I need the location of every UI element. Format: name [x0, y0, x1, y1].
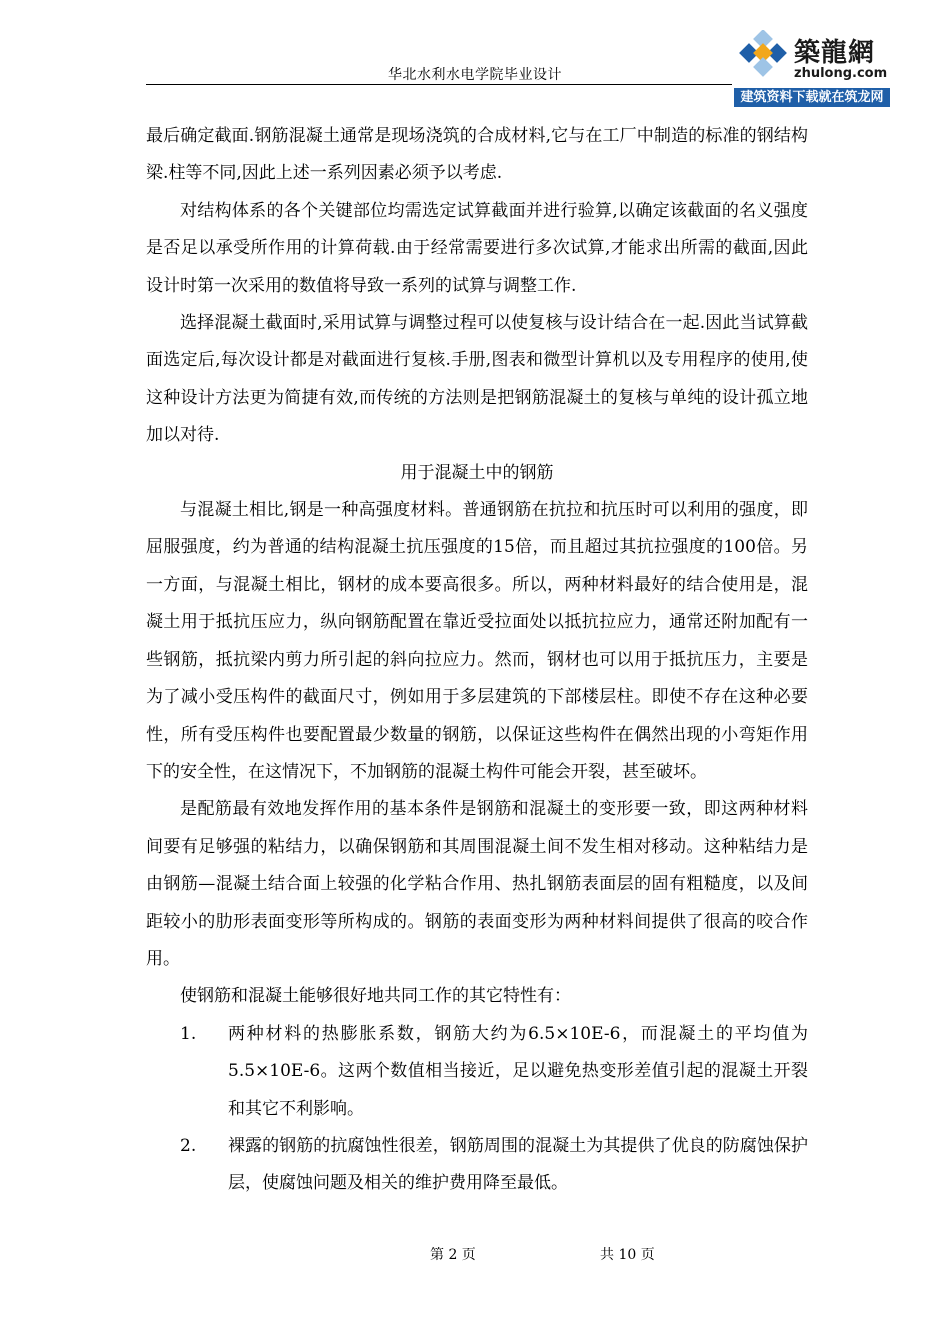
list-item-text: 两种材料的热膨胀系数，钢筋大约为6.5×10E-6，而混凝土的平均值为5.5×10E-6。这两个数值相当接近，足以避免热变形差值引起的混凝土开裂和其它不利影响。: [228, 1023, 808, 1119]
zhulong-diamond-icon: [736, 30, 792, 86]
paragraph: 对结构体系的各个关键部位均需选定试算截面并进行验算,以确定该截面的名义强度是否足以承受所作用的计算荷载.由于经常需要进行多次试算,才能求出所需的截面,因此设计时第一次采用的数值将导致一系列的试算与调整工作.: [146, 200, 808, 296]
document-body: [146, 118, 808, 1203]
paragraph: 最后确定截面.钢筋混凝土通常是现场浇筑的合成材料,它与在工厂中制造的标准的钢结构梁.柱等不同,因此上述一系列因素必须予以考虑.: [146, 126, 808, 184]
list-item-number: 1.: [180, 1023, 197, 1044]
list-item: [146, 1128, 808, 1203]
logo-name: 築龍網: [794, 38, 876, 68]
list-item-number: 2.: [180, 1135, 197, 1156]
page-total: 共 10 页: [600, 1247, 655, 1263]
header-title: 华北水利水电学院毕业设计: [388, 67, 562, 83]
section-title: 用于混凝土中的钢筋: [400, 462, 554, 483]
header-rule: [146, 84, 806, 85]
logo-banner: 建筑资料下载就在筑龙网: [734, 88, 890, 107]
list-item: [146, 1016, 808, 1128]
paragraph: 选择混凝土截面时,采用试算与调整过程可以使复核与设计结合在一起.因此当试算截面选定后,每次设计都是对截面进行复核.手册,图表和微型计算机以及专用程序的使用,使这种设计方法更为简捷有效,而传统的方法则是把钢筋混凝土的复核与单纯的设计孤立地加以对待.: [146, 313, 808, 446]
paragraph: 与混凝土相比,钢是一种高强度材料。普通钢筋在抗拉和抗压时可以利用的强度，即屈服强度，约为普通的结构混凝土抗压强度的15倍，而且超过其抗拉强度的100倍。另一方面，与混凝土相比，钢材的成本要高很多。所以，两种材料最好的结合使用是，混凝土用于抵抗压应力，纵向钢筋配置在靠近受拉面处以抵抗拉应力，通常还附加配有一些钢筋，抵抗梁内剪力所引起的斜向拉应力。然而，钢材也可以用于抵抗压力，主要是为了减小受压构件的截面尺寸，例如用于多层建筑的下部楼层柱。即使不存在这种必要性，所有受压构件也要配置最少数量的钢筋，以保证这些构件在偶然出现的小弯矩作用下的安全性，在这情况下，不加钢筋的混凝土构件可能会开裂，甚至破坏。: [146, 500, 808, 782]
list-item-text: 裸露的钢筋的抗腐蚀性很差，钢筋周围的混凝土为其提供了优良的防腐蚀保护层，使腐蚀问题及相关的维护费用降至最低。: [228, 1135, 808, 1194]
page-number: 第 2 页: [430, 1247, 476, 1263]
paragraph: 是配筋最有效地发挥作用的基本条件是钢筋和混凝土的变形要一致，即这两种材料间要有足够强的粘结力，以确保钢筋和其周围混凝土间不发生相对移动。这种粘结力是由钢筋—混凝土结合面上较强的化学粘合作用、热扎钢筋表面层的固有粗糙度，以及间距较小的肋形表面变形等所构成的。钢筋的表面变形为两种材料间提供了很高的咬合作用。: [146, 799, 808, 969]
zhulong-logo: [732, 26, 892, 108]
paragraph: 使钢筋和混凝土能够很好地共同工作的其它特性有：: [180, 986, 571, 1007]
logo-url: zhulong.com: [794, 66, 888, 81]
